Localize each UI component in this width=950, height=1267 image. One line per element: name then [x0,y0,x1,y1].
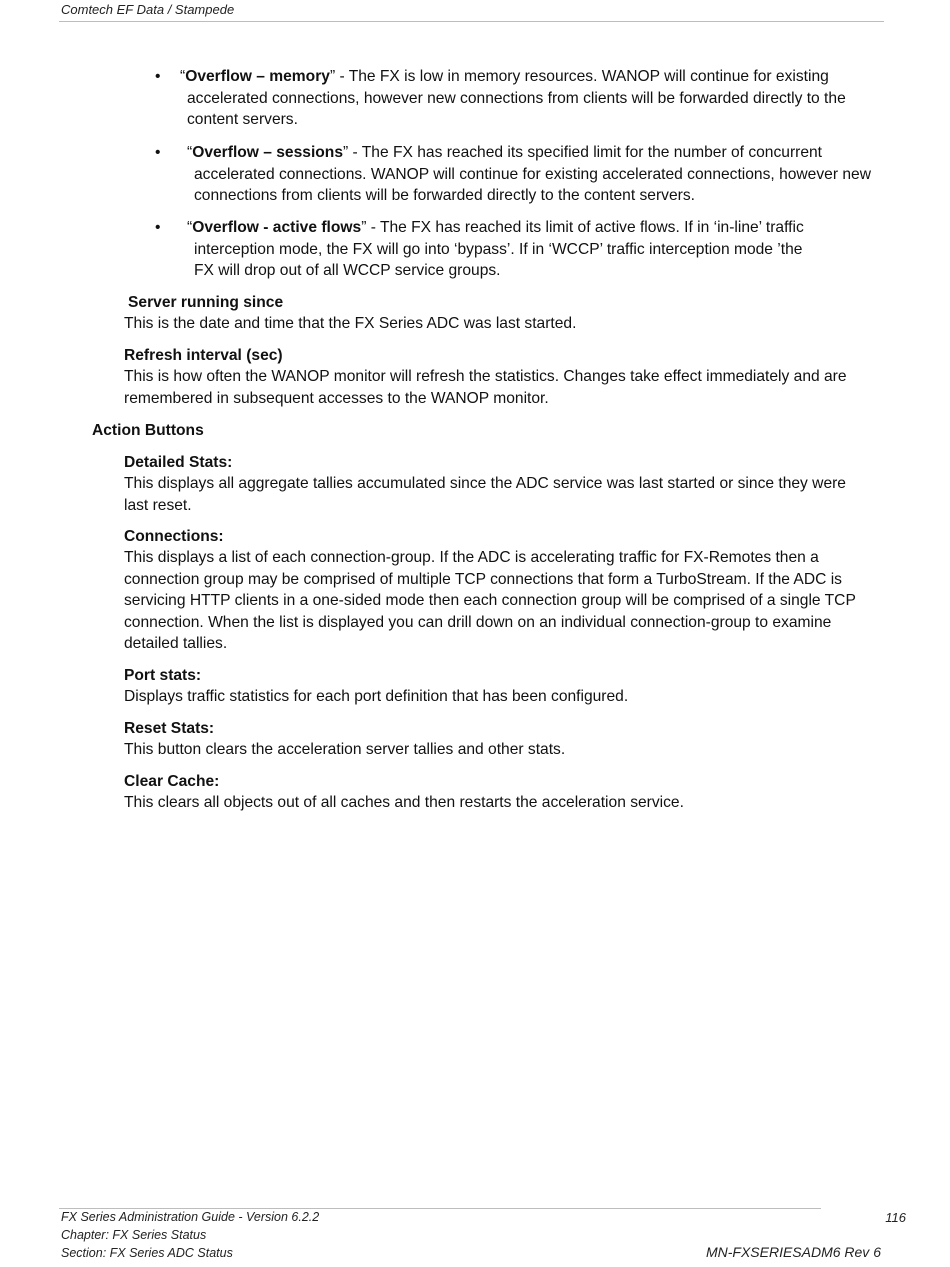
action-buttons-heading: Action Buttons [92,422,204,439]
bullet-term: Overflow – memory [185,68,330,85]
bullet-term: Overflow – sessions [192,144,344,161]
reset-stats-title: Reset Stats: [124,720,215,737]
port-stats-title: Port stats: [124,667,202,684]
connections-body: This displays a list of each connection-group. If the ADC is accelerating traffic for FX-Remotes then a connection group may be comprised of multiple TCP connections that form a TurboStream. If the ADC is servicing HTTP clients in a one-sided mode then each connection group will be comprised of a single TCP connection. When the list is displayed you can drill down on an individual connection-group to examine detailed tallies. [124,549,856,652]
footer-chapter: Chapter: FX Series Status [61,1228,207,1242]
page-number: 116 [885,1210,906,1225]
bullet-item-overflow-active-flows: “Overflow - active flows” - The FX has reached its limit of active flows. If in ‘in-line’ traffic interception mode, the FX will go into ‘bypass’. If in ‘WCCP’ traffic interception mode ’the FX will drop out of all WCCP service groups. [187,219,804,279]
footer-divider [59,1208,821,1209]
footer-section: Section: FX Series ADC Status [61,1246,233,1260]
page-header: Comtech EF Data / Stampede [61,2,235,17]
bullet-marker: • [155,68,161,85]
port-stats-body: Displays traffic statistics for each port definition that has been configured. [124,688,629,705]
clear-cache-title: Clear Cache: [124,773,220,790]
server-running-body: This is the date and time that the FX Series ADC was last started. [124,315,577,332]
bullet-marker: • [155,144,161,161]
header-divider [59,21,884,22]
bullet-item-overflow-sessions: “Overflow – sessions” - The FX has reached its specified limit for the number of concurrent accelerated connections. WANOP will continue for existing accelerated connections, however new connections from clients will be forwarded directly to the content servers. [187,144,871,204]
detailed-stats-title: Detailed Stats: [124,454,233,471]
bullet-description: ” - The FX has reached its specified limit for the number of concurrent accelerated connections. WANOP will continue for existing accelerated connections, however new connections from clients will be forwarded directly to the content servers. [194,144,871,204]
reset-stats-body: This button clears the acceleration server tallies and other stats. [124,741,566,758]
bullet-item-overflow-memory: “Overflow – memory” - The FX is low in memory resources. WANOP will continue for existing accelerated connections, however new connections from clients will be forwarded directly to the content servers. [180,68,846,128]
server-running-title: Server running since [128,294,284,311]
bullet-term: Overflow - active flows [192,219,362,236]
document-id: MN-FXSERIESADM6 Rev 6 [705,1244,881,1260]
clear-cache-body: This clears all objects out of all caches and then restarts the acceleration service. [124,794,684,811]
connections-title: Connections: [124,528,224,545]
detailed-stats-body: This displays all aggregate tallies accumulated since the ADC service was last started or since they were last reset. [124,475,846,514]
bullet-description: ” - The FX is low in memory resources. WANOP will continue for existing accelerated connections, however new connections from clients will be forwarded directly to the content servers. [187,68,846,128]
bullet-marker: • [155,219,161,236]
bullet-description: ” - The FX has reached its limit of active flows. If in ‘in-line’ traffic interception mode, the FX will go into ‘bypass’. If in ‘WCCP’ traffic interception mode ’the FX will drop out of all WCCP service groups. [194,219,804,279]
refresh-interval-title: Refresh interval (sec) [124,347,283,364]
refresh-interval-body: This is how often the WANOP monitor will refresh the statistics. Changes take effect immediately and are remembered in subsequent accesses to the WANOP monitor. [124,368,847,407]
footer-guide-title: FX Series Administration Guide - Version 6.2.2 [61,1210,320,1224]
